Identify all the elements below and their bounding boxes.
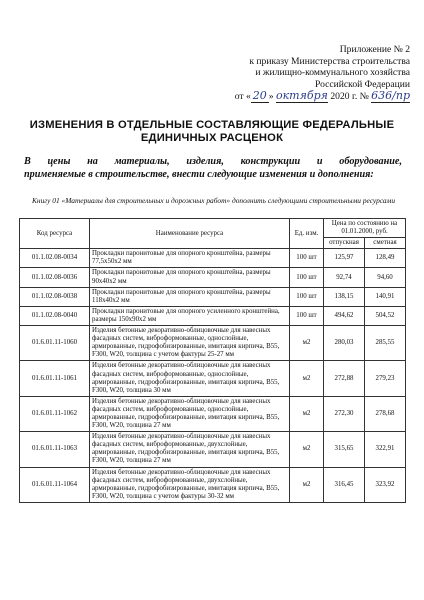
row-code: 01.6.01.11-1063: [20, 432, 90, 467]
row-unit: м2: [290, 467, 324, 502]
row-estimate-price: 279,23: [365, 361, 406, 396]
table-row: [20, 432, 406, 467]
row-code: 01.1.02.08-0036: [20, 268, 90, 287]
row-unit: 100 шт: [290, 268, 324, 287]
row-release-price: 272,30: [324, 396, 365, 431]
appendix-title: Приложение № 2: [339, 44, 410, 55]
row-code: 01.6.01.11-1061: [20, 361, 90, 396]
table-header-row: [20, 219, 406, 238]
row-code: 01.6.01.11-1064: [20, 467, 90, 502]
row-name: Изделия бетонные декоративно-облицовочные для навесных фасадных систем, вибpоформованные, двухслойные, армированные, гидрофобизированные, имитация кирпича, B55, F300, W20, толщина 27 мм: [90, 432, 290, 467]
row-unit: 100 шт: [290, 306, 324, 325]
title-line-2: ЕДИНИЧНЫХ РАСЦЕНОК: [140, 132, 284, 144]
header-name: Наименование ресурса: [90, 219, 290, 249]
intro-paragraph: [24, 155, 402, 181]
row-name: Изделия бетонные декоративно-облицовочные для навесных фасадных систем, вибpоформованные, однослойные, армированные, гидрофобизированные, имитация кирпича, B55, F300, W20, толщина 27 мм: [90, 396, 290, 431]
row-release-price: 92,74: [324, 268, 365, 287]
row-release-price: 280,03: [324, 326, 365, 361]
table-row: [20, 268, 406, 287]
table-row: [20, 467, 406, 502]
row-code: 01.1.02.08-0034: [20, 249, 90, 268]
row-estimate-price: 504,52: [365, 306, 406, 325]
row-name: Изделия бетонные декоративно-облицовочные для навесных фасадных систем, вибpоформованные, двухслойные, армированные, гидрофобизированные, имитация кирпича, B55, F300, W20, толщина с учетом фактуры 30-32 мм: [90, 467, 290, 502]
row-release-price: 272,88: [324, 361, 365, 396]
row-release-price: 138,15: [324, 287, 365, 306]
table-row: [20, 326, 406, 361]
row-estimate-price: 128,49: [365, 249, 406, 268]
row-release-price: 125,97: [324, 249, 365, 268]
appendix-country-line: Российской Федерации: [315, 78, 410, 90]
row-code: 01.6.01.11-1062: [20, 396, 90, 431]
row-unit: м2: [290, 432, 324, 467]
document-title: [20, 119, 404, 145]
row-unit: м2: [290, 326, 324, 361]
book-note: Книгу 01 «Материалы для строительных и дорожных работ» дополнить следующими строительными ресурсами: [32, 196, 396, 205]
table-row: [20, 306, 406, 325]
row-name: Прокладки паронитовые для опорного усиленного кронштейна, размеры 150х90х2 мм: [90, 306, 290, 325]
header-code: Код ресурса: [20, 219, 90, 249]
row-unit: 100 шт: [290, 249, 324, 268]
table-row: [20, 249, 406, 268]
appendix-header: [214, 44, 410, 103]
appendix-ministry-line: и жилищно-коммунального хозяйства: [255, 67, 410, 79]
row-name: Прокладки паронитовые для опорного кронштейна, размеры 90х40х2 мм: [90, 268, 290, 287]
intro-line-2: применяемые в строительстве, внести следующие изменения и дополнения:: [24, 169, 374, 180]
row-estimate-price: 278,68: [365, 396, 406, 431]
date-prefix: от «: [234, 91, 251, 103]
row-code: 01.1.02.08-0040: [20, 306, 90, 325]
handwritten-day: 20: [252, 89, 267, 103]
handwritten-month: октября: [275, 89, 328, 103]
table-row: [20, 396, 406, 431]
row-code: 01.1.02.08-0038: [20, 287, 90, 306]
date-mid: »: [268, 91, 274, 103]
row-code: 01.6.01.11-1060: [20, 326, 90, 361]
table-row: [20, 361, 406, 396]
date-year: 2020 г. №: [330, 91, 369, 103]
row-unit: м2: [290, 361, 324, 396]
header-release-price: отпускная: [324, 238, 365, 249]
row-release-price: 316,45: [324, 467, 365, 502]
row-estimate-price: 285,55: [365, 326, 406, 361]
title-line-1: ИЗМЕНЕНИЯ В ОТДЕЛЬНЫЕ СОСТАВЛЯЮЩИЕ ФЕДЕРАЛЬНЫЕ: [29, 119, 395, 131]
row-estimate-price: 140,91: [365, 287, 406, 306]
row-name: Изделия бетонные декоративно-облицовочные для навесных фасадных систем, вибpоформованные, однослойные, армированные, гидрофобизированные, имитация кирпича, B55, F300, W20, толщина 30 мм: [90, 361, 290, 396]
table-row: [20, 287, 406, 306]
row-name: Изделия бетонные декоративно-облицовочные для навесных фасадных систем, вибpоформованные, однослойные, армированные, гидрофобизированные, имитация кирпича, B55, F300, W20, толщина с учетом фактуры 25-27 мм: [90, 326, 290, 361]
header-unit: Ед. изм.: [290, 219, 324, 249]
header-estimate-price: сметная: [365, 238, 406, 249]
intro-line-1: В цены на материалы, изделия, конструкции и оборудование,: [24, 156, 402, 167]
row-unit: 100 шт: [290, 287, 324, 306]
row-estimate-price: 94,60: [365, 268, 406, 287]
appendix-date-line: [214, 90, 410, 103]
row-estimate-price: 322,91: [365, 432, 406, 467]
row-name: Прокладки паронитовые для опорного кронштейна, размеры 77,5х50х2 мм: [90, 249, 290, 268]
row-release-price: 315,65: [324, 432, 365, 467]
handwritten-order-number: 636/пр: [371, 89, 410, 103]
row-release-price: 494,62: [324, 306, 365, 325]
resources-table: [19, 218, 406, 503]
row-name: Прокладки паронитовые для опорного кронштейна, размеры 118х40х2 мм: [90, 287, 290, 306]
row-estimate-price: 323,92: [365, 467, 406, 502]
appendix-order-line: к приказу Министерства строительства: [249, 55, 410, 67]
row-unit: м2: [290, 396, 324, 431]
header-price: Цена по состоянию на 01.01.2000, руб.: [324, 219, 406, 238]
